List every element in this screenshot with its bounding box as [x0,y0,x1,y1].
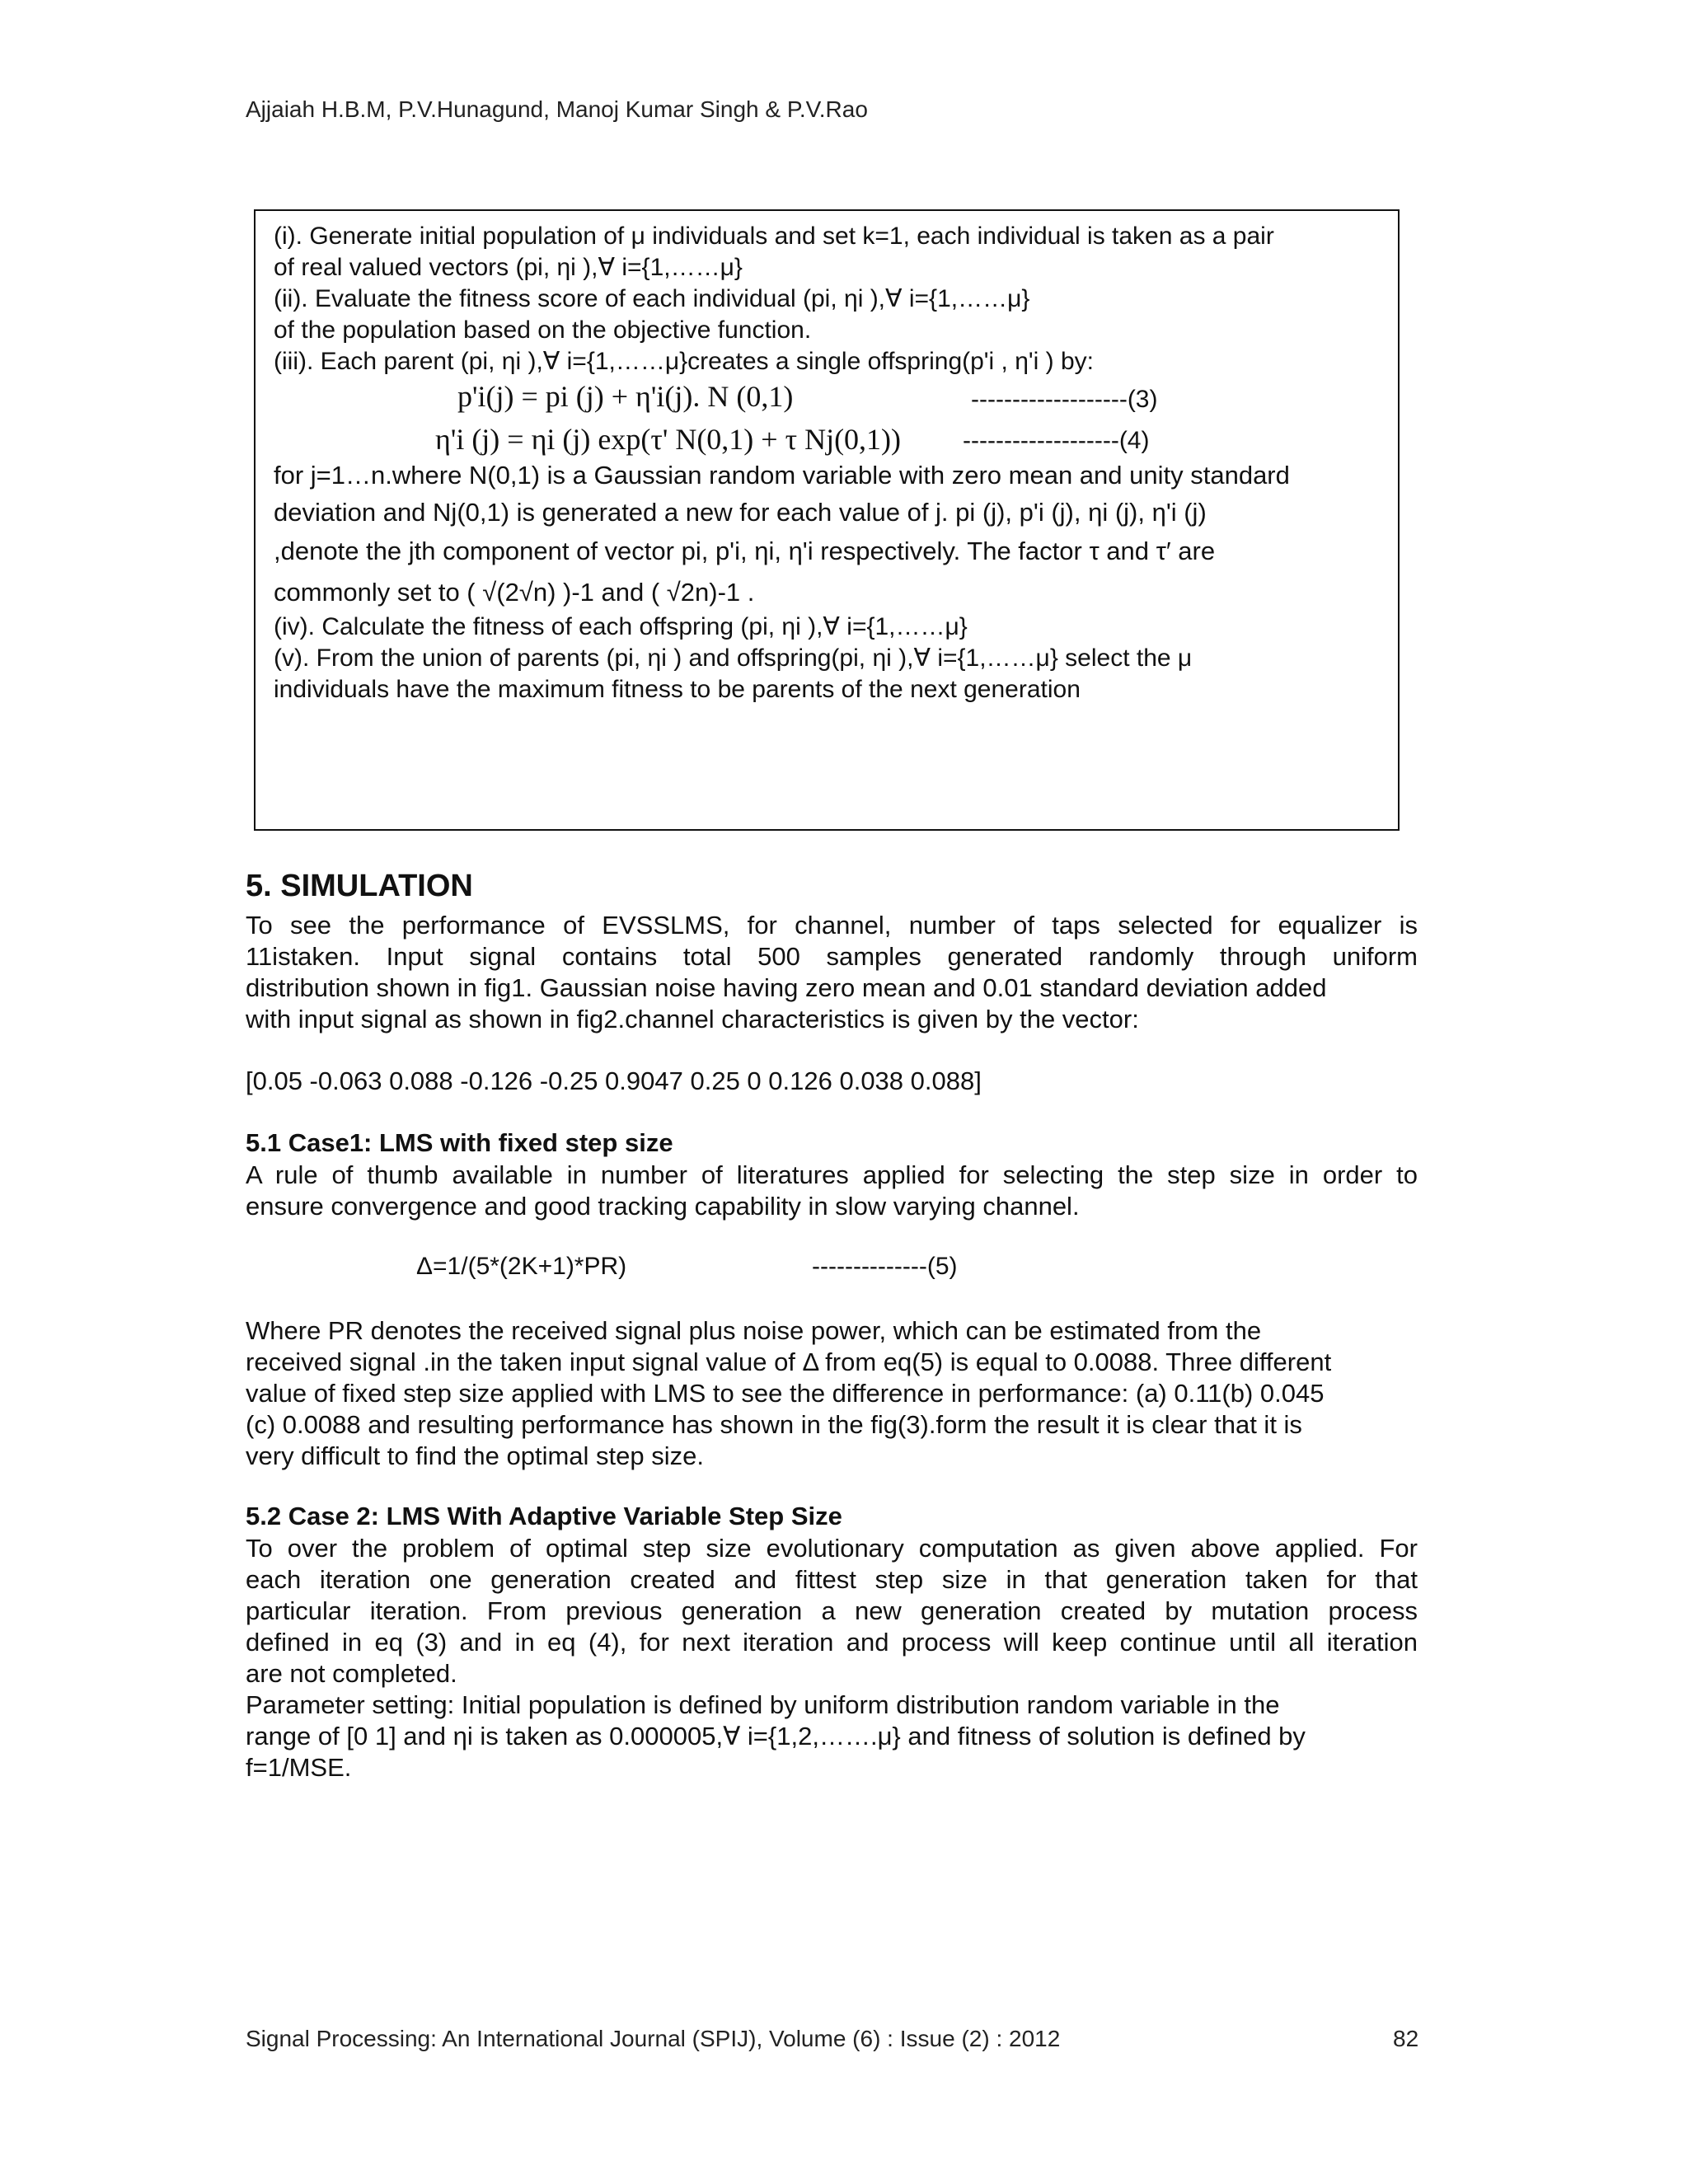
algo-step-4: (iv). Calculate the fitness of each offspring (pi, ηi ),∀ i={1,……μ} [274,613,968,640]
paragraph-line: value of fixed step size applied with LMS to see the difference in performance: (a) 0.11(b) 0.045 [246,1379,1325,1408]
paragraph-line: To over the problem of optimal step size evolutionary computation as given above applied. For [246,1534,1418,1563]
paragraph-line: 11istaken. Input signal contains total 500 samples generated randomly through uniform [246,942,1418,971]
algo-where-1: for j=1…n.where N(0,1) is a Gaussian random variable with zero mean and unity standard [274,461,1290,490]
algo-where-3: ,denote the jth component of vector pi, p'i, ηi, η'i respectively. The factor τ and τ′ are [274,537,1216,565]
paragraph-line: To see the performance of EVSSLMS, for channel, number of taps selected for equalizer is [246,911,1418,940]
algo-step-2-cont: of the population based on the objective function. [274,316,812,344]
paragraph-line: with input signal as shown in fig2.channel characteristics is given by the vector: [246,1005,1139,1033]
paragraph-line: are not completed. [246,1659,457,1688]
paragraph-line: f=1/MSE. [246,1753,352,1782]
paragraph-line: very difficult to find the optimal step size. [246,1441,704,1470]
paragraph-line: Where PR denotes the received signal plus noise power, which can be estimated from the [246,1316,1262,1345]
subsection-heading-case2: 5.2 Case 2: LMS With Adaptive Variable Step Size [246,1502,842,1530]
paragraph-line: range of [0 1] and ηi is taken as 0.000005,∀ i={1,2,…….μ} and fitness of solution is defined by [246,1722,1306,1750]
algo-where-4: commonly set to ( √(2√n) )-1 and ( √2n)-1 . [274,578,755,607]
paragraph-line: received signal .in the taken input signal value of Δ from eq(5) is equal to 0.0088. Three different [246,1347,1332,1376]
algo-step-2: (ii). Evaluate the fitness score of each individual (pi, ηi ),∀ i={1,……μ} [274,285,1030,312]
paragraph-line: each iteration one generation created and fittest step size in that generation taken for that [246,1565,1418,1594]
running-header: Ajjaiah H.B.M, P.V.Hunagund, Manoj Kumar Singh & P.V.Rao [246,96,868,122]
equation-3: p'i(j) = pi (j) + η'i(j). N (0,1) [457,380,794,413]
algo-where-2: deviation and Nj(0,1) is generated a new for each value of j. pi (j), p'i (j), ηi (j), η'i (j) [274,498,1207,527]
paragraph-line: distribution shown in fig1. Gaussian noise having zero mean and 0.01 standard deviation added [246,973,1327,1002]
paragraph-line: A rule of thumb available in number of literatures applied for selecting the step size in order to [246,1160,1418,1189]
algo-step-5: (v). From the union of parents (pi, ηi ) and offspring(pi, ηi ),∀ i={1,……μ} select the μ [274,644,1193,672]
algo-step-3: (iii). Each parent (pi, ηi ),∀ i={1,……μ}creates a single offspring(p'i , η'i ) by: [274,348,1094,375]
equation-4-number: -------------------(4) [963,427,1150,454]
equation-5: Δ=1/(5*(2K+1)*PR) [416,1253,627,1280]
paragraph-line: defined in eq (3) and in eq (4), for next iteration and process will keep continue until all iteration [246,1628,1418,1657]
equation-5-number: --------------(5) [812,1253,958,1280]
algo-step-5-cont: individuals have the maximum fitness to be parents of the next generation [274,676,1081,703]
paragraph-line: (c) 0.0088 and resulting performance has shown in the fig(3).form the result it is clear that it is [246,1410,1302,1439]
channel-vector: [0.05 -0.063 0.088 -0.126 -0.25 0.9047 0.25 0 0.126 0.038 0.088] [246,1066,982,1095]
footer-journal: Signal Processing: An International Journal (SPIJ), Volume (6) : Issue (2) : 2012 [246,2026,1061,2051]
subsection-heading-case1: 5.1 Case1: LMS with fixed step size [246,1128,673,1157]
equation-4: η'i (j) = ηi (j) exp(τ' N(0,1) + τ Nj(0,1)) [435,423,902,456]
algo-step-1-cont: of real valued vectors (pi, ηi ),∀ i={1,……μ} [274,254,743,281]
section-heading-simulation: 5. SIMULATION [246,869,473,903]
page-number: 82 [1393,2026,1419,2051]
paragraph-line: ensure convergence and good tracking capability in slow varying channel. [246,1192,1080,1221]
paragraph-line: Parameter setting: Initial population is defined by uniform distribution random variable in the [246,1690,1280,1719]
algo-step-1: (i). Generate initial population of μ individuals and set k=1, each individual is taken as a pair [274,223,1274,250]
paragraph-line: particular iteration. From previous generation a new generation created by mutation process [246,1596,1418,1625]
equation-3-number: -------------------(3) [971,386,1158,413]
